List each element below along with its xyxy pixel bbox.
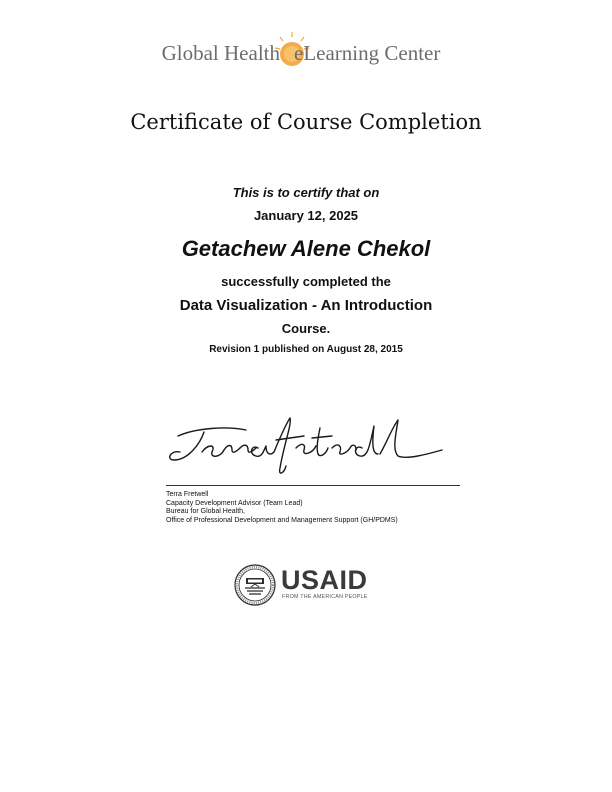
logo-text-elearning-center: eLearning Center	[294, 41, 441, 65]
recipient-name: Getachew Alene Chekol	[181, 236, 431, 261]
signatory-bureau: Bureau for Global Health,	[166, 508, 245, 516]
signature-image	[166, 414, 446, 480]
elearning-logo	[0, 30, 612, 74]
revision-note: Revision 1 published on August 28, 2015	[209, 344, 403, 355]
signatory-block	[166, 491, 398, 525]
signatory-office: Office of Professional Development and Management Support (GH/PDMS)	[166, 516, 398, 524]
certify-statement: This is to certify that on	[232, 185, 380, 200]
course-title: Data Visualization - An Introduction	[179, 297, 433, 314]
logo-text-global-health: Global Health	[161, 41, 280, 65]
completed-statement: successfully completed the	[221, 274, 391, 289]
signatory-role: Capacity Development Advisor (Team Lead)	[166, 499, 303, 507]
signature-line	[166, 485, 460, 486]
certificate-title: Certificate of Course Completion	[130, 110, 482, 134]
completion-date: January 12, 2025	[253, 208, 359, 223]
usaid-seal-icon	[234, 564, 276, 606]
signatory-name: Terra Fretwell	[166, 491, 209, 498]
usaid-wordmark: USAID	[281, 565, 368, 595]
course-word: Course.	[281, 321, 331, 336]
usaid-tagline: FROM THE AMERICAN PEOPLE	[282, 594, 368, 600]
